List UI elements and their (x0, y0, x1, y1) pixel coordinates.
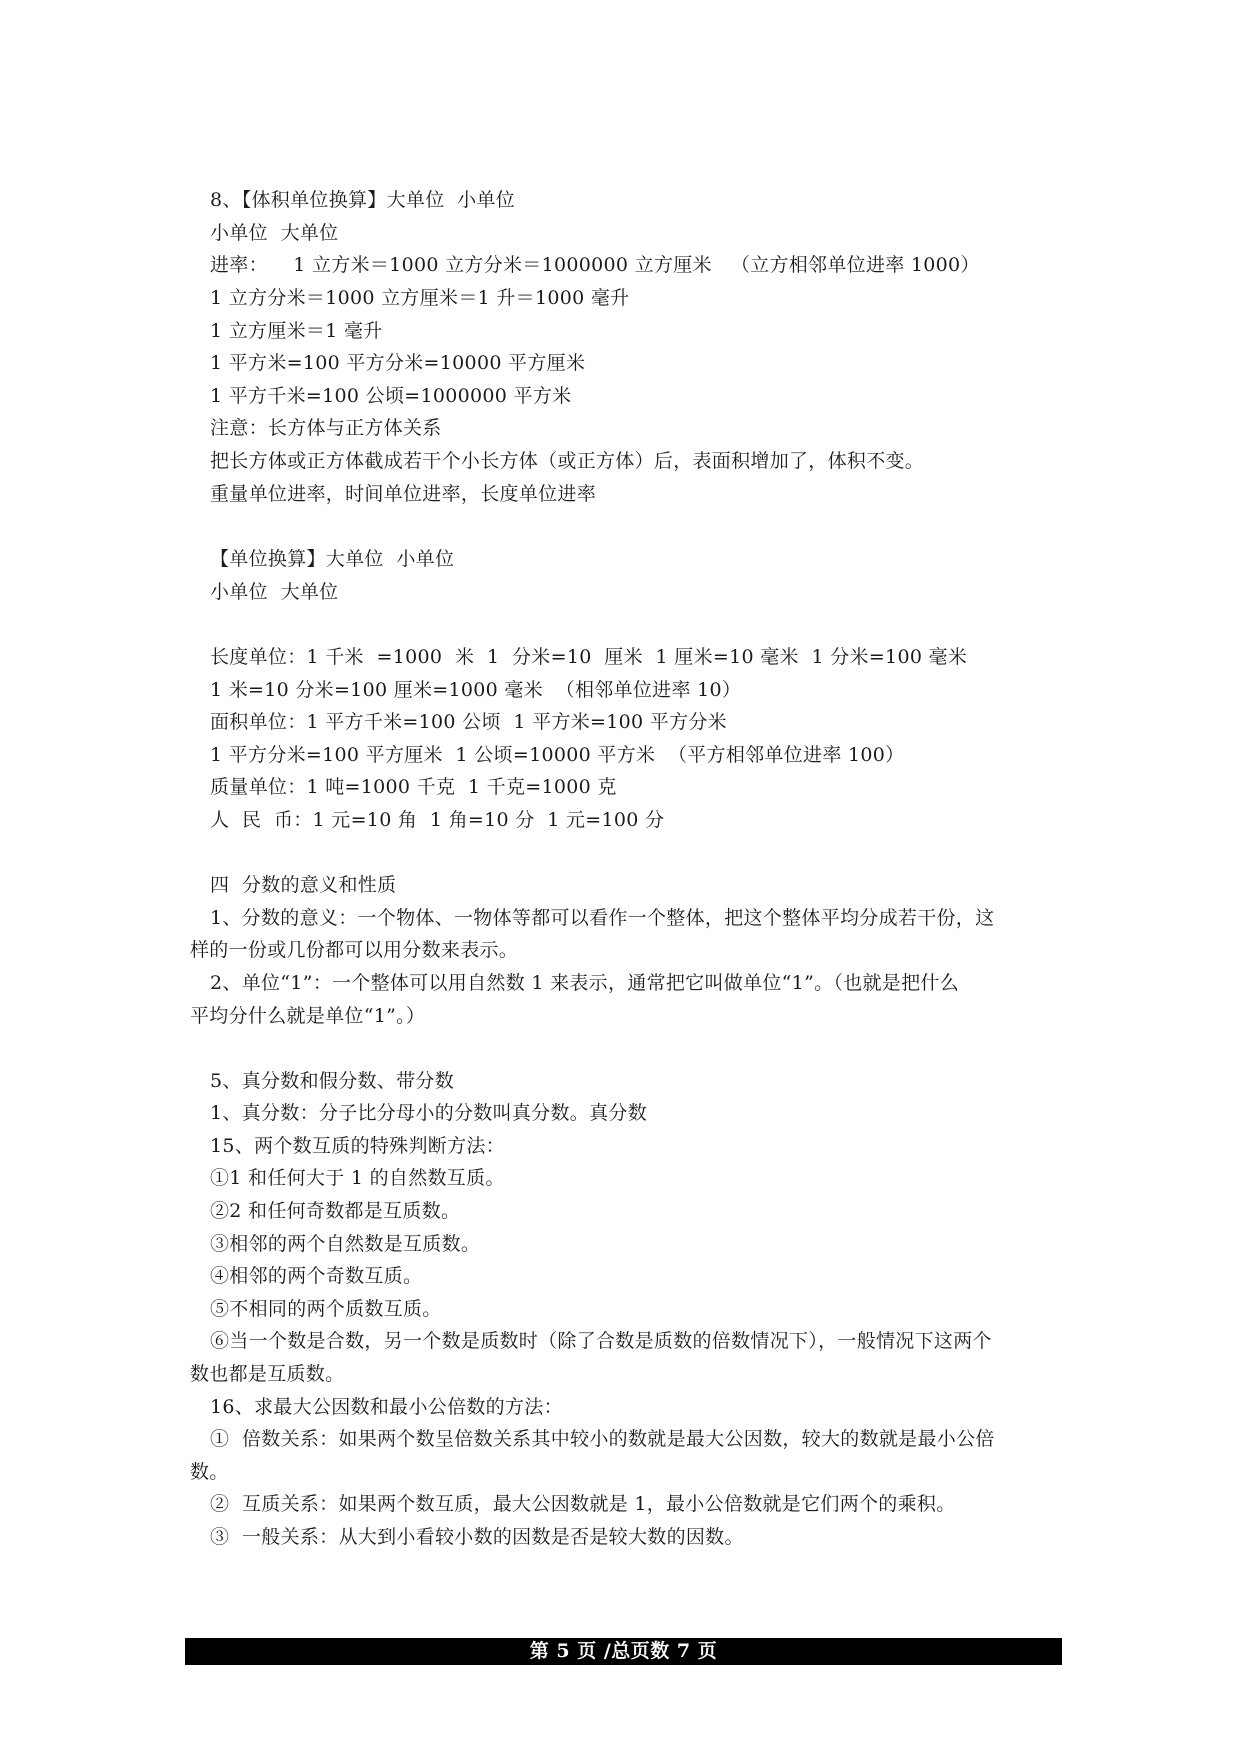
text-line: 人 民 币：1 元=10 角 1 角=10 分 1 元=100 分 (210, 809, 665, 831)
text-line: 1 立方分米＝1000 立方厘米＝1 升＝1000 毫升 (210, 287, 630, 309)
text-line: 16、求最大公因数和最小公倍数的方法： (210, 1396, 563, 1418)
text-line: 面积单位：1 平方千米=100 公顷 1 平方米=100 平方分米 (210, 711, 727, 733)
list-item: ② 互质关系：如果两个数互质，最大公因数就是 1，最小公倍数就是它们两个的乘积。 (210, 1493, 956, 1515)
text-line: 1 平方千米=100 公顷=1000000 平方米 (210, 385, 572, 407)
text-line: 小单位 大单位 (210, 222, 339, 244)
text-line: 1 平方分米=100 平方厘米 1 公顷=10000 平方米 （平方相邻单位进率 100） (210, 744, 905, 766)
list-item: ④相邻的两个奇数互质。 (210, 1265, 423, 1287)
text-line: 平均分什么就是单位“1”。） (190, 1005, 426, 1027)
text-line: 进率： 1 立方米＝1000 立方分米＝1000000 立方厘米 （立方相邻单位进率 1000） (210, 254, 980, 276)
page-footer (185, 1638, 1062, 1665)
text-line: 注意：长方体与正方体关系 (210, 417, 442, 439)
text-line: 样的一份或几份都可以用分数来表示。 (190, 939, 519, 961)
text-line: 1 平方米=100 平方分米=10000 平方厘米 (210, 352, 586, 374)
text-line: 长度单位：1 千米 =1000 米 1 分米=10 厘米 1 厘米=10 毫米 1 分米=100 毫米 (210, 646, 968, 668)
list-item: ① 倍数关系：如果两个数呈倍数关系其中较小的数就是最大公因数，较大的数就是最小公倍 (210, 1428, 995, 1450)
text-line: 15、两个数互质的特殊判断方法： (210, 1135, 505, 1157)
section-heading: 【单位换算】大单位 小单位 (210, 548, 455, 570)
list-item: ②2 和任何奇数都是互质数。 (210, 1200, 461, 1222)
list-item: 数也都是互质数。 (190, 1363, 345, 1385)
list-item: ③ 一般关系：从大到小看较小数的因数是否是较大数的因数。 (210, 1526, 744, 1548)
list-item: 数。 (190, 1461, 229, 1483)
list-item: ⑥当一个数是合数，另一个数是质数时（除了合数是质数的倍数情况下），一般情况下这两个 (210, 1330, 992, 1352)
text-line: 质量单位：1 吨=1000 千克 1 千克=1000 克 (210, 776, 617, 798)
text-line: 1、真分数：分子比分母小的分数叫真分数。真分数 (210, 1102, 647, 1124)
list-item: ⑤不相同的两个质数互质。 (210, 1298, 442, 1320)
text-line: 2、单位“1”：一个整体可以用自然数 1 来表示，通常把它叫做单位“1”。（也就是把什么 (210, 972, 959, 994)
text-line: 1 米=10 分米=100 厘米=1000 毫米 （相邻单位进率 10） (210, 679, 742, 701)
page-number: 第 5 页 /总页数 7 页 (529, 1640, 718, 1662)
section-heading: 四 分数的意义和性质 (210, 874, 397, 896)
list-item: ①1 和任何大于 1 的自然数互质。 (210, 1167, 505, 1189)
text-line: 重量单位进率，时间单位进率，长度单位进率 (210, 483, 597, 505)
text-line: 8、【体积单位换算】大单位 小单位 (210, 189, 516, 211)
list-item: ③相邻的两个自然数是互质数。 (210, 1233, 481, 1255)
text-line: 1、分数的意义：一个物体、一物体等都可以看作一个整体，把这个整体平均分成若干份，这 (210, 907, 995, 929)
section-heading: 5、真分数和假分数、带分数 (210, 1070, 454, 1092)
text-line: 小单位 大单位 (210, 581, 339, 603)
text-line: 1 立方厘米＝1 毫升 (210, 320, 383, 342)
text-line: 把长方体或正方体截成若干个小长方体（或正方体）后，表面积增加了，体积不变。 (210, 450, 925, 472)
